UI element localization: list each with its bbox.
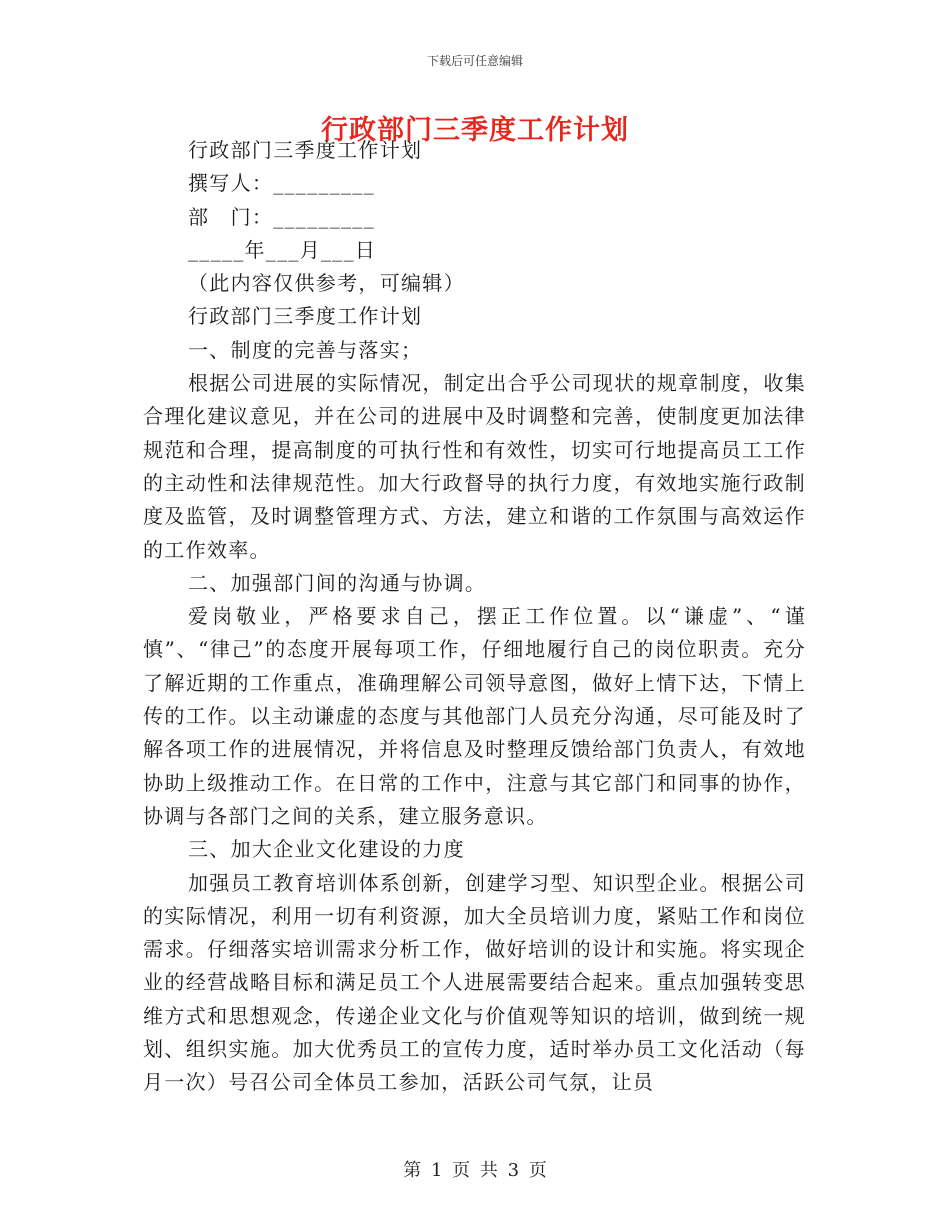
department-line: 部 门：_________ bbox=[188, 204, 375, 229]
page-footer: 第 1 页 共 3 页 bbox=[403, 1160, 547, 1181]
editable-note-line: （此内容仅供参考，可编辑） bbox=[188, 271, 465, 296]
document-body bbox=[143, 134, 806, 1100]
section-body-1: 根据公司进展的实际情况，制定出合乎公司现状的规章制度，收集合理化建议意见，并在公司的进展中及时调整和完善，使制度更加法律规范和合理，提高制度的可执行性和有效性，切实可行地提高员工工作的主动性和法律规范性。加大行政督导的执行力度，有效地实施行政制度及监管，及时调整管理方式、方法，建立和谐的工作氛围与高效运作的工作效率。 bbox=[143, 371, 806, 562]
section-heading-3: 三、加大企业文化建设的力度 bbox=[188, 837, 465, 862]
doc-name-line: 行政部门三季度工作计划 bbox=[188, 138, 423, 162]
section-heading-1: 一、制度的完善与落实； bbox=[188, 337, 423, 362]
header-note: 下载后可任意编辑 bbox=[426, 54, 523, 68]
section-heading-2: 二、加强部门间的沟通与协调。 bbox=[188, 570, 487, 595]
title-repeat-line: 行政部门三季度工作计划 bbox=[188, 304, 423, 329]
section-body-3: 加强员工教育培训体系创新，创建学习型、知识型企业。根据公司的实际情况，利用一切有利资源，加大全员培训力度，紧贴工作和岗位需求。仔细落实培训需求分析工作，做好培训的设计和实施。将实现企业的经营战略目标和满足员工个人进展需要结合起来。重点加强转变思维方式和思想观念，传递企业文化与价值观等知识的培训，做到统一规划、组织实施。加大优秀员工的宣传力度，适时举办员工文化活动（每月一次）号召公司全体员工参加，活跃公司气氛，让员 bbox=[143, 870, 806, 1095]
author-line: 撰写人：_________ bbox=[188, 171, 375, 196]
document-title: 行政部门三季度工作计划 bbox=[321, 115, 629, 146]
section-body-2: 爱岗敬业，严格要求自己，摆正工作位置。以“谦虚”、“谨慎”、“律己”的态度开展每项工作，仔细地履行自己的岗位职责。充分了解近期的工作重点，准确理解公司领导意图，做好上情下达，下情上传的工作。以主动谦虚的态度与其他部门人员充分沟通，尽可能及时了解各项工作的进展情况，并将信息及时整理反馈给部门负责人，有效地协助上级推动工作。在日常的工作中，注意与其它部门和同事的协作，协调与各部门之间的关系，建立服务意识。 bbox=[143, 604, 806, 828]
date-line: _____年___月___日 bbox=[188, 237, 377, 262]
